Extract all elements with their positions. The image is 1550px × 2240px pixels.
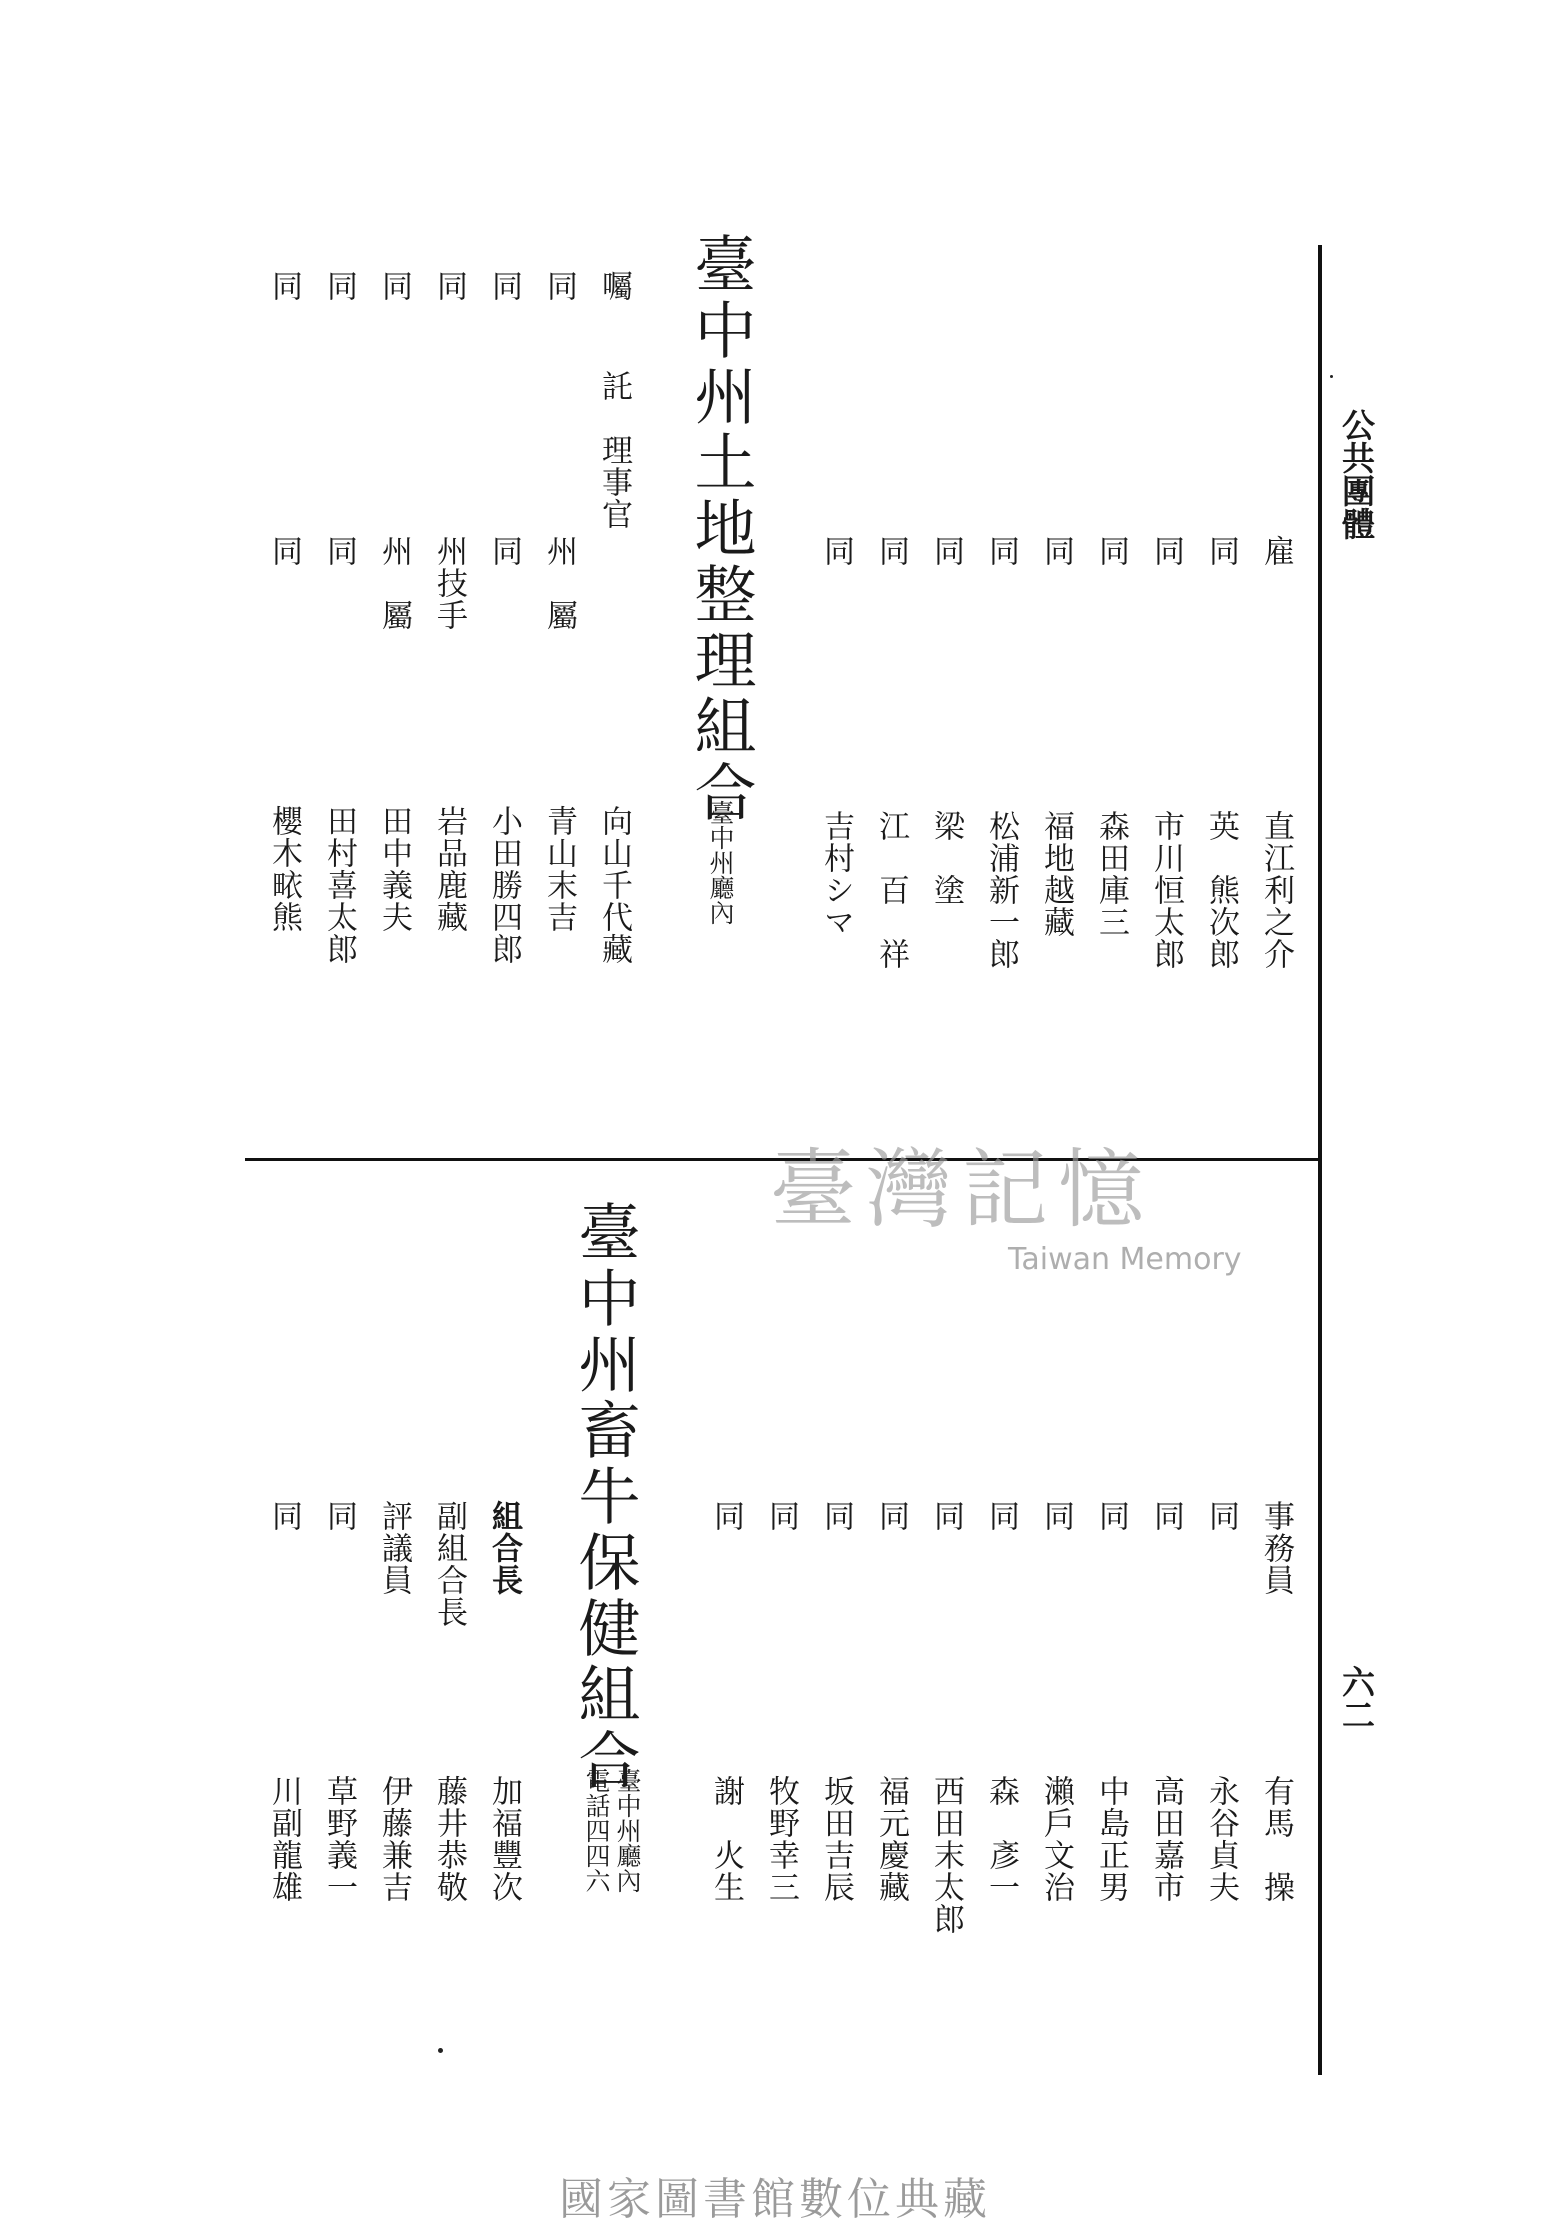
entry-name: 英 熊次郎 <box>1203 810 1239 970</box>
entry-name: 永谷貞夫 <box>1203 1775 1239 1903</box>
entry-name: 川副龍雄 <box>266 1775 302 1903</box>
organization-phone: 電話四四六 <box>582 1768 611 1893</box>
watermark-logo-text: 臺灣記憶 <box>770 1140 1154 1240</box>
entry-name: 梁 塗 <box>928 810 964 906</box>
organization-title: 臺中州土地整理組合 <box>684 232 757 826</box>
entry-name: 松浦新一郎 <box>983 810 1019 970</box>
entry-name: 吉村シマ <box>818 810 854 938</box>
entry-name: 櫻木畩熊 <box>266 805 302 933</box>
entry-position: 同 <box>266 535 302 567</box>
entry-position: 同 <box>983 535 1019 567</box>
entry-name: 江 百 祥 <box>873 810 909 970</box>
entry-name: 加福豐次 <box>486 1775 522 1903</box>
entry-position: 同 <box>1038 1500 1074 1532</box>
page-number: 六二 <box>1337 1665 1376 1731</box>
entry-ditto: 囑 <box>596 270 632 302</box>
entry-position: 同 <box>1203 1500 1239 1532</box>
entry-name: 謝 火生 <box>708 1775 744 1903</box>
entry-position: 同 <box>928 1500 964 1532</box>
entry-name: 伊藤兼吉 <box>376 1775 412 1903</box>
entry-position: 同 <box>1038 535 1074 567</box>
running-header-section: 公共團體 <box>1337 408 1376 540</box>
entry-name: 瀨戶文治 <box>1038 1775 1074 1903</box>
entry-position: 同 <box>1148 535 1184 567</box>
entry-name: 森田庫三 <box>1093 810 1129 938</box>
entry-position: 同 <box>321 1500 357 1532</box>
organization-address: 臺中州廳內 <box>706 800 735 925</box>
entry-position: 同 <box>873 535 909 567</box>
entry-position: 組合長 <box>486 1500 522 1596</box>
entry-ditto: 同 <box>541 270 577 302</box>
entry-ditto: 同 <box>431 270 467 302</box>
entry-position: 同 <box>763 1500 799 1532</box>
entry-position: 同 <box>818 1500 854 1532</box>
entry-position: 同 <box>873 1500 909 1532</box>
entry-position: 同 <box>266 1500 302 1532</box>
entry-position: 同 <box>1093 1500 1129 1532</box>
entry-name: 田村喜太郎 <box>321 805 357 965</box>
print-speck <box>1330 375 1333 378</box>
entry-position: 評議員 <box>376 1500 412 1596</box>
entry-name: 中島正男 <box>1093 1775 1129 1903</box>
entry-position: 州 屬 <box>376 535 412 631</box>
entry-name: 高田嘉市 <box>1148 1775 1184 1903</box>
entry-position: 州 屬 <box>541 535 577 631</box>
entry-ditto: 同 <box>321 270 357 302</box>
entry-position: 事務員 <box>1258 1500 1294 1596</box>
entry-name: 直江利之介 <box>1258 810 1294 970</box>
entry-position: 同 <box>1203 535 1239 567</box>
entry-name: 市川恒太郎 <box>1148 810 1184 970</box>
entry-name: 向山千代藏 <box>596 805 632 965</box>
entry-name: 田中義夫 <box>376 805 412 933</box>
entry-name: 福地越藏 <box>1038 810 1074 938</box>
entry-ditto: 同 <box>486 270 522 302</box>
entry-name: 青山末吉 <box>541 805 577 933</box>
entry-name: 坂田吉辰 <box>818 1775 854 1903</box>
entry-ditto: 同 <box>266 270 302 302</box>
watermark-subtitle: Taiwan Memory <box>1008 1242 1242 1277</box>
entry-position: 同 <box>1148 1500 1184 1532</box>
entry-name: 森 彥一 <box>983 1775 1019 1903</box>
entry-position: 同 <box>321 535 357 567</box>
entry-position: 同 <box>983 1500 1019 1532</box>
organization-title: 臺中州畜牛保健組合 <box>568 1200 641 1794</box>
entry-name: 藤井恭敬 <box>431 1775 467 1903</box>
entry-name: 草野義一 <box>321 1775 357 1903</box>
entry-position: 同 <box>818 535 854 567</box>
entry-position: 同 <box>1093 535 1129 567</box>
print-speck <box>438 2048 443 2053</box>
archive-footer: 國家圖書館數位典藏 <box>559 2174 991 2225</box>
entry-name: 岩品鹿藏 <box>431 805 467 933</box>
organization-address: 臺中州廳內 <box>613 1768 642 1893</box>
entry-name: 牧野幸三 <box>763 1775 799 1903</box>
entry-position: 同 <box>708 1500 744 1532</box>
entry-name: 有馬 操 <box>1258 1775 1294 1903</box>
entry-position: 同 <box>486 535 522 567</box>
entry-name: 福元慶藏 <box>873 1775 909 1903</box>
entry-position: 雇 <box>1258 535 1294 567</box>
entry-position: 副組合長 <box>431 1500 467 1628</box>
entry-ditto: 同 <box>376 270 412 302</box>
entry-name: 小田勝四郎 <box>486 805 522 965</box>
watermark <box>770 1120 1270 1277</box>
entry-position: 州技手 <box>431 535 467 631</box>
entry-position: 同 <box>928 535 964 567</box>
entry-name: 西田末太郎 <box>928 1775 964 1935</box>
entry-position: 託 理事官 <box>596 370 632 530</box>
